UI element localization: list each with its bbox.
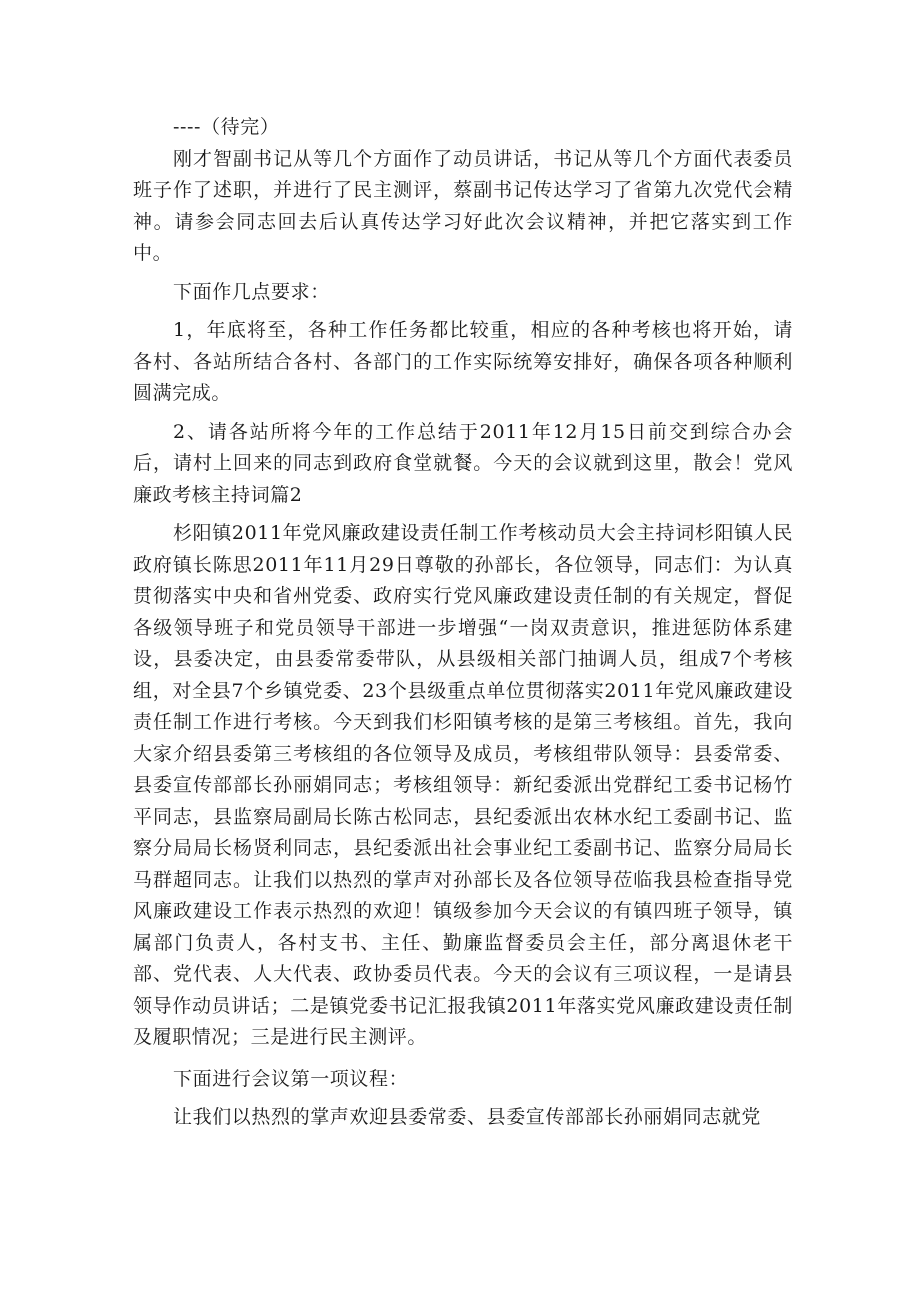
paragraph-pending: ----（待完） xyxy=(173,116,280,138)
paragraph-host-speech: 杉阳镇2011年党风廉政建设责任制工作考核动员大会主持词杉阳镇人民政府镇长陈思2011年11月29日尊敬的孙部长，各位领导，同志们：为认真贯彻落实中央和省州党委、政府实行党风廉政建设责任制的有关规定，督促各级领导班子和党员领导干部进一步增强“一岗双责意识，推进惩防体系建设，县委决定，由县委常委带队，从县级相关部门抽调人员，组成7个考核组，对全县7个乡镇党委、23个县级重点单位贯彻落实2011年党风廉政建设责任制工作进行考核。今天到我们杉阳镇考核的是第三考核组。首先，我向大家介绍县委第三考核组的各位领导及成员，考核组带队领导：县委常委、县委宣传部部长孙丽娟同志；考核组领导：新纪委派出党群纪工委书记杨竹平同志，县监察局副局长陈古松同志，县纪委派出农林水纪工委副书记、监察分局局长杨贤利同志，县纪委派出社会事业纪工委副书记、监察分局局长马群超同志。让我们以热烈的掌声对孙部长及各位领导莅临我县检查指导党风廉政建设工作表示热烈的欢迎！镇级参加今天会议的有镇四班子领导，镇属部门负责人，各村支书、主任、勤廉监督委员会主任，部分离退休老干部、党代表、人大代表、政协委员代表。今天的会议有三项议程，一是请县领导作动员讲话；二是镇党委书记汇报我镇2011年落实党风廉政建设责任制及履职情况；三是进行民主测评。 xyxy=(133,522,793,1048)
paragraph-welcome: 让我们以热烈的掌声欢迎县委常委、县委宣传部部长孙丽娟同志就党 xyxy=(173,1106,762,1128)
paragraph-requirement-2: 2、请各站所将今年的工作总结于2011年12月15日前交到综合办会后，请村上回来的同志到政府食堂就餐。今天的会议就到这里，散会！党风廉政考核主持词篇2 xyxy=(133,420,793,506)
document-body xyxy=(133,112,793,1134)
paragraph-requirements-heading: 下面作几点要求： xyxy=(173,280,330,303)
paragraph-first-agenda: 下面进行会议第一项议程： xyxy=(173,1067,409,1090)
paragraph-requirement-1: 1，年底将至，各种工作任务都比较重，相应的各种考核也将开始，请各村、各站所结合各村、各部门的工作实际统筹安排好，确保各项各种顺利圆满完成。 xyxy=(133,319,793,404)
paragraph-meeting-summary: 刚才智副书记从等几个方面作了动员讲话，书记从等几个方面代表委员班子作了述职，并进行了民主测评，蔡副书记传达学习了省第九次党代会精神。请参会同志回去后认真传达学习好此次会议精神，并把它落实到工作中。 xyxy=(133,147,793,264)
